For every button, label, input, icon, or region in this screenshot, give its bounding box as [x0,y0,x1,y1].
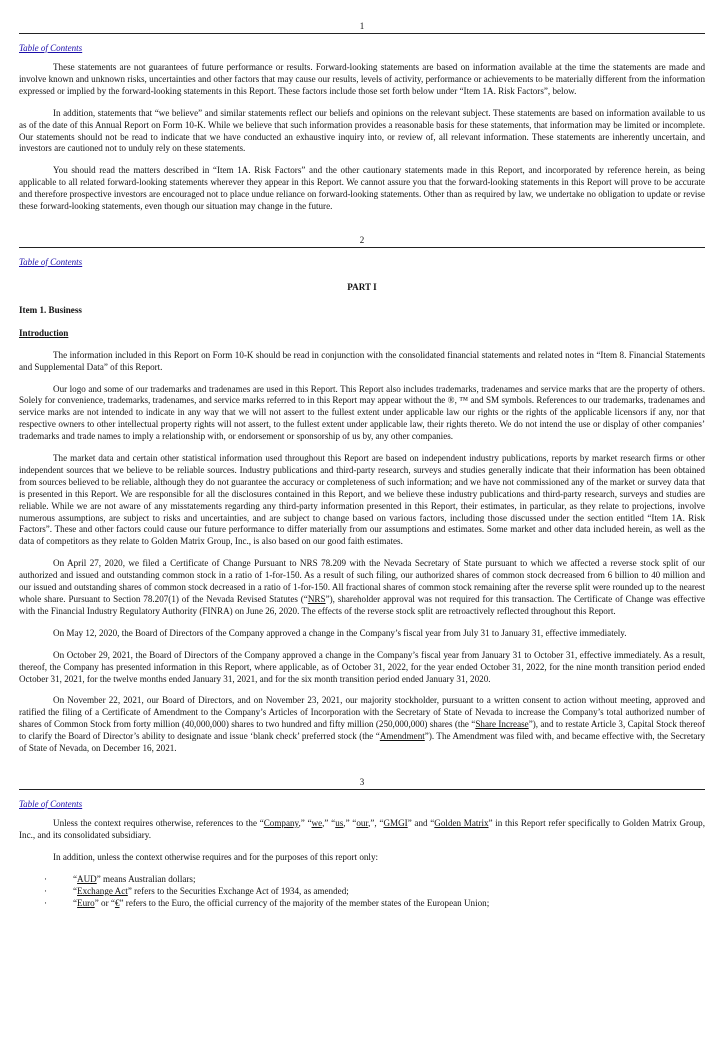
text-run: Unless the context requires otherwise, references to the “ [53,817,264,828]
text-run: ” refers to the Euro, the official currency of the majority of the member states of the European Union; [119,897,490,908]
text-run: ” in this Report refer specifically to Golden Matrix Group, Inc., and its consolidated subsidiary. [19,817,705,840]
table-of-contents-link[interactable]: Table of Contents [19,798,83,809]
text-run: ” or “ [94,897,115,908]
section-heading: Introduction [19,327,69,338]
bullet-marker: · [44,897,48,908]
table-of-contents-link[interactable]: Table of Contents [19,43,83,53]
paragraph: The market data and certain other statistical information used throughout this Report are based on independent industry publications, reports by market research firms or other independent sources that we believe to be reliable sources. Industry publications and third-party research, surveys and studies generally indicate that their information has been obtained from sources believed to be reliable, although they do not guarantee the accuracy or completeness of such information; and we have not commissioned any of the market or survey data that is presented in this Report. We are responsible for all the disclosures contained in this Report, and we believe these industry publications and third-party research, surveys and studies are reliable. While we are not aware of any misstatements regarding any third-party information presented in this Report, their estimates, in particular, as they relate to projections, involve numerous assumptions, are subject to risks and uncertainties, and are subject to change based on various factors, including those discussed under the section entitled “Item 1A. Risk Factors”. These and other factors could cause our future performance to differ materially from our assumptions and estimates. Some market and other data included herein, as well as the data of competitors as they relate to Golden Matrix Group, Inc., is also based on our good faith estimates. [19,453,705,547]
paragraph: On May 12, 2020, the Board of Directors of the Company approved a change in the Company’s fiscal year from July 31 to January 31, effective immediately. [53,627,627,638]
spacer [0,685,724,695]
text-run: ” and “ [407,817,435,828]
list-item-text [73,898,489,910]
list-item-text [73,886,349,898]
spacer [0,98,724,108]
spacer [0,640,724,650]
paragraph [19,818,705,842]
table-of-contents-link[interactable]: Table of Contents [19,256,83,267]
text-run: ”), shareholder approval was not required for this transaction. The Certificate of Change was effective with the Financial Industry Regulatory Authority (FINRA) on June 26, 2020. The effects of the reverse stock split are retroactively reflected throughout this Report. [19,594,706,616]
text-run: ,” “ [322,817,336,828]
spacer [0,317,724,328]
spacer [0,864,724,874]
text-run: “ [73,897,78,908]
spacer [0,268,724,282]
spacer [0,810,724,818]
paragraph: The information included in this Report on Form 10-K should be read in conjunction with the consolidated financial statements and related notes in “Item 8. Financial Statements and Supplemental Data” of this Report. [19,349,705,372]
paragraph: On October 29, 2021, the Board of Directors of the Company approved a change in the Company’s fiscal year from January 31 to October 31, effective immediately. As a result, thereof, the Company has presented information in this Report, where applicable, as of October 31, 2022, for the year ended October 31, 2022, for the nine month transition period ended October 31, 2021, for the twelve months ended January 31, 2021, and for the six month transition period ended January 31, 2020. [19,649,705,684]
spacer [0,374,724,384]
defined-term: we [311,817,323,828]
text-run: On April 27, 2020, we filed a Certificate of Change Pursuant to NRS 78.209 with the Nevada Secretary of State pursuant to which we affected a reverse stock split of our authorized and issued and outstanding common stock in a ratio of 1-for-150. As a result of such filing, our authorized shares of common stock decreased from 6 billion to 40 million and our issued and outstanding shares of common stock decreased in a ratio of 1-for-150. All fractional shares of common stock remaining after the reverse split were rounded up to the nearest whole share. Pursuant to Section 78.207(1) of the Nevada Revised Statutes (“ [19,558,705,604]
defined-term: Golden Matrix [434,817,489,828]
item-heading: Item 1. Business [19,304,82,315]
page-number: 1 [359,21,365,31]
page-divider [19,247,705,248]
part-heading: PART I [347,281,377,292]
page-divider [19,789,705,790]
page-number: 2 [359,234,365,245]
text-run: ,” “ [298,817,312,828]
list-item-text [73,874,196,886]
text-run: ” refers to the Securities Exchange Act of 1934, as amended; [127,885,349,896]
list-item [44,874,705,886]
spacer [0,618,724,628]
spacer [0,842,724,852]
text-run: ,”, “ [368,817,384,828]
paragraph: In addition, statements that “we believe” and similar statements reflect our beliefs and opinions on the relevant subject. These statements are based on information available to us as of the date of this Annual Report on Form 10-K. While we believe that such information provides a reasonable basis for these statements, that information may be limited or incomplete. Our statements should not be read to indicate that we have conducted an exhaustive inquiry into, or review of, all relevant information. These statements are inherently uncertain, and investors are cautioned not to unduly rely on these statements. [19,107,705,154]
defined-term: us [335,817,344,828]
defined-term: AUD [77,873,97,884]
spacer [0,54,724,62]
defined-term: Amendment [379,731,425,742]
list-item [44,898,705,910]
defined-term: our [356,817,369,828]
text-run: ” means Australian dollars; [96,873,196,884]
paragraph [19,695,705,755]
defined-term: GMGI [383,817,408,828]
paragraph [19,558,705,618]
list-item [44,886,705,898]
text-run: “ [73,873,78,884]
paragraph: You should read the matters described in “Item 1A. Risk Factors” and the other cautionary statements made in this Report, and incorporated by reference herein, as being applicable to all related forward-looking statements wherever they appear in this Report. We cannot assure you that the forward-looking statements in this Report will prove to be accurate and therefore prospective investors are encouraged not to place undue reliance on forward-looking statements. Other than as required by law, we undertake no obligation to update or revise these forward-looking statements, even though our situation may change in the future. [19,165,705,212]
page-divider [19,33,705,34]
document [0,21,724,909]
paragraph: In addition, unless the context otherwise requires and for the purposes of this report only: [53,851,379,862]
defined-term: Company [263,817,299,828]
text-run: “ [73,885,78,896]
page-number: 3 [359,776,365,787]
defined-term: Share Increase [475,719,529,730]
defined-term: € [114,897,120,908]
spacer [0,548,724,558]
paragraph: These statements are not guarantees of future performance or results. Forward-looking statements are based on information available at the time the statements are made and involve known and unknown risks, uncertainties and other factors that may cause our results, levels of activity, performance or achievements to be materially different from the information expressed or implied by the forward-looking statements in this Report. These factors include those set forth below under “Item 1A. Risk Factors”, below. [19,62,705,96]
spacer [0,340,724,350]
defined-term: Euro [77,897,95,908]
spacer [0,443,724,453]
text-run: ”). The Amendment was filed with, and became effective with, the Secretary of State of Nevada, on December 16, 2021. [19,731,705,754]
defined-term: Exchange Act [77,885,128,896]
bullet-marker: · [44,873,48,884]
bullet-marker: · [44,885,48,896]
defined-term: NRS [307,594,326,604]
text-run: ,” “ [343,817,357,828]
paragraph: Our logo and some of our trademarks and tradenames are used in this Report. This Report also includes trademarks, tradenames and service marks that are the property of others. Solely for convenience, trademarks, tradenames, and service marks referred to in this Report may appear without the ®, ™ and SM symbols. References to our trademarks, tradenames and service marks are not intended to indicate in any way that we will not assert to the fullest extent under applicable law our rights or the rights of the applicable licensors if any, nor that respective owners to other intellectual property rights will not assert, to the fullest extent under applicable law, their rights thereto. We do not intend the use or display of other companies’ trademarks and trade names to imply a relationship with, or endorsement or sponsorship of us by, any other companies. [19,383,705,442]
text-run: ”), and to restate Article 3, Capital Stock thereof to clarify the Board of Director’s ability to designate and issue ‘blank check’ preferred stock (the “ [19,719,705,742]
spacer [0,294,724,305]
text-run: On November 22, 2021, our Board of Directors, and on November 23, 2021, our majority stockholder, pursuant to a written consent to action without meeting, approved and ratified the filing of a Certificate of Amendment to the Company’s Articles of Incorporation with the Secretary of State of Nevada to increase the Company’s total authorized number of shares of Common Stock from forty million (40,000,000) shares to two hundred and fifty million (250,000,000) shares (the “ [19,695,705,730]
spacer [0,155,724,165]
